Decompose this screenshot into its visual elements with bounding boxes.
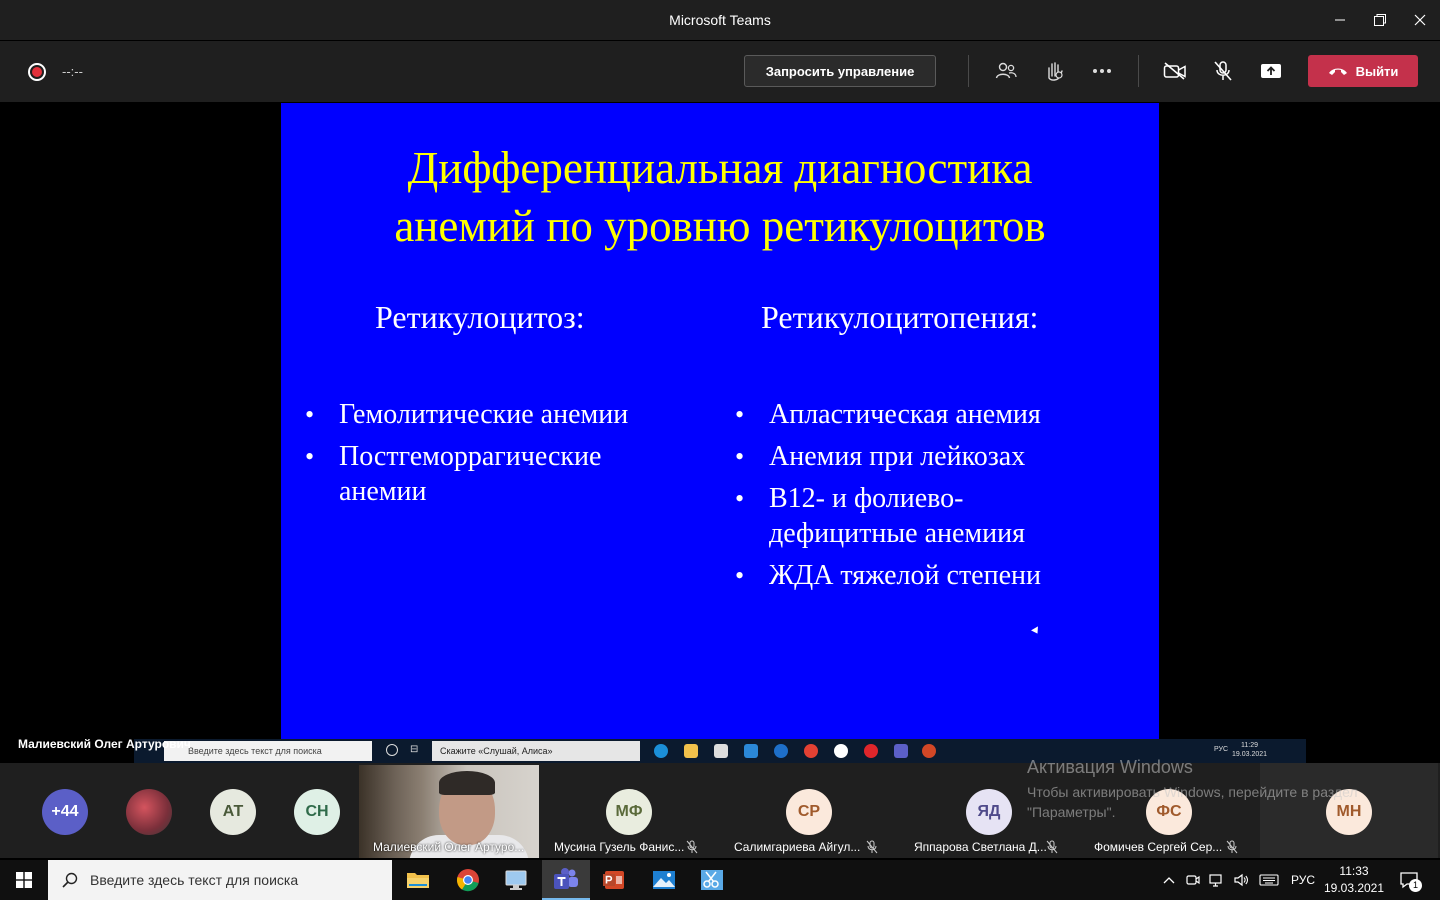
meeting-controls xyxy=(0,40,1440,102)
powerpoint-app[interactable] xyxy=(590,860,638,900)
avatar: ЯД xyxy=(966,789,1012,835)
taskbar-search-input[interactable] xyxy=(48,860,392,900)
participant-tile[interactable] xyxy=(1080,763,1258,858)
remote-alice-box: Скажите «Слушай, Алиса» xyxy=(432,741,640,761)
right-bullet-list xyxy=(735,397,1065,600)
close-icon xyxy=(1414,14,1426,26)
slide-title-line: анемий по уровню ретикулоцитов xyxy=(394,201,1046,251)
right-column-heading: Ретикулоцитопения: xyxy=(761,299,1039,335)
taskbar-clock[interactable] xyxy=(1322,863,1386,897)
start-button[interactable] xyxy=(0,860,48,900)
avatar[interactable] xyxy=(126,789,172,835)
keyboard-icon xyxy=(1259,873,1279,887)
camera-off-icon xyxy=(1163,62,1187,80)
volume-button[interactable] xyxy=(1230,860,1252,900)
remote-language: РУС xyxy=(1214,746,1229,753)
notification-badge: 1 xyxy=(1409,879,1422,892)
input-language-button[interactable]: РУС xyxy=(1290,873,1316,887)
participant-name: Яппарова Светлана Д... xyxy=(914,840,1047,854)
mic-off-icon xyxy=(686,840,698,854)
leave-label: Выйти xyxy=(1355,63,1399,79)
more-actions-button[interactable] xyxy=(1084,55,1120,87)
raise-hand-icon xyxy=(1043,60,1065,82)
remote-yandex-icon xyxy=(834,744,848,758)
meet-now-icon xyxy=(1185,872,1201,888)
folder-icon xyxy=(406,870,430,890)
windows-logo-icon xyxy=(16,872,32,888)
mic-off-icon xyxy=(866,840,878,854)
remote-opera-icon xyxy=(864,744,878,758)
mouse-cursor xyxy=(1031,626,1041,635)
divider xyxy=(1138,55,1139,87)
taskbar-time: 11:33 xyxy=(1339,864,1369,878)
network-button[interactable] xyxy=(1206,860,1228,900)
avatar: СР xyxy=(786,789,832,835)
close-button[interactable] xyxy=(1400,0,1440,40)
bullet-item: • Гемолитические анемии xyxy=(305,397,685,432)
bullet-item: • В12- и фолиево-дефицитные анемиия xyxy=(735,481,1065,551)
recording-icon xyxy=(28,63,46,81)
mic-off-icon xyxy=(1046,840,1058,854)
remote-cortana-icon xyxy=(386,744,398,756)
participants-button[interactable] xyxy=(988,55,1024,87)
restore-button[interactable] xyxy=(1360,0,1400,40)
remote-powerpoint-icon xyxy=(922,744,936,758)
slide-title-line: Дифференциальная диагностика xyxy=(407,143,1033,193)
speaker-icon xyxy=(1233,872,1249,888)
remote-chrome-icon xyxy=(804,744,818,758)
presenter-name: Малиевский Олег Артурович xyxy=(18,737,191,751)
meeting-timer: --:-- xyxy=(62,64,83,79)
leave-button[interactable] xyxy=(1308,55,1418,87)
share-screen-icon xyxy=(1260,62,1282,80)
taskbar-date: 19.03.2021 xyxy=(1323,881,1385,895)
shared-screen-stage xyxy=(0,103,1440,763)
avatar: МФ xyxy=(606,789,652,835)
activation-text: Чтобы активировать Windows, перейдите в раздел "Параметры". xyxy=(1027,784,1358,820)
ellipsis-icon xyxy=(1092,68,1112,74)
monitor-icon xyxy=(504,869,528,891)
tray-meet-button[interactable] xyxy=(1182,860,1204,900)
photos-icon xyxy=(652,869,676,891)
participant-name: Фомичев Сергей Сер... xyxy=(1094,840,1223,854)
scissors-icon xyxy=(700,869,724,891)
bullet-item: • Постгеморрагические анемии xyxy=(305,439,685,509)
remote-ie-icon xyxy=(774,744,788,758)
notification-center-button[interactable] xyxy=(1392,860,1426,900)
avatar[interactable]: АТ xyxy=(210,789,256,835)
participant-tile[interactable] xyxy=(540,763,718,858)
search-icon xyxy=(62,872,78,888)
remote-taskbar xyxy=(134,739,1306,763)
mic-off-icon xyxy=(1213,60,1233,82)
touch-keyboard-button[interactable] xyxy=(1256,860,1282,900)
hang-up-icon xyxy=(1328,66,1348,76)
windows-taskbar xyxy=(0,860,1440,900)
remote-store-icon xyxy=(714,744,728,758)
file-explorer-app[interactable] xyxy=(394,860,442,900)
participant-video-tile[interactable] xyxy=(359,765,539,858)
minimize-icon xyxy=(1334,14,1346,26)
participant-name: Салимгариева Айгул... xyxy=(734,840,861,854)
divider xyxy=(968,55,969,87)
participants-strip xyxy=(0,763,1440,858)
remote-explorer-icon xyxy=(684,744,698,758)
remote-search-box: Введите здесь текст для поиска xyxy=(164,741,372,761)
remote-teams-icon xyxy=(894,744,908,758)
remote-date: 19.03.2021 xyxy=(1232,751,1268,758)
left-bullet-list xyxy=(305,397,685,516)
bullet-item: • Анемия при лейкозах xyxy=(735,439,1065,474)
chevron-up-icon xyxy=(1163,876,1175,884)
chrome-icon xyxy=(456,868,480,892)
left-column-heading: Ретикулоцитоз: xyxy=(375,299,585,335)
snipping-tool-app[interactable] xyxy=(688,860,736,900)
bullet-item: • Апластическая анемия xyxy=(735,397,1065,432)
people-icon xyxy=(995,61,1017,81)
presentation-slide xyxy=(281,103,1159,739)
remote-clock xyxy=(1232,741,1267,759)
mic-off-icon xyxy=(1226,840,1238,854)
avatar: ФС xyxy=(1146,789,1192,835)
avatar[interactable]: СН xyxy=(294,789,340,835)
participant-tile[interactable] xyxy=(720,763,898,858)
participant-tile[interactable] xyxy=(900,763,1078,858)
remote-mail-icon xyxy=(744,744,758,758)
participant-name: Малиевский Олег Артуро... xyxy=(373,840,525,854)
share-button[interactable] xyxy=(1253,55,1289,87)
request-control-button[interactable]: Запросить управление xyxy=(744,55,936,87)
remote-desktop-app[interactable] xyxy=(492,860,540,900)
participant-tile[interactable] xyxy=(1260,763,1438,858)
remote-edge-icon xyxy=(654,744,668,758)
remote-time: 11:29 xyxy=(1241,742,1259,749)
teams-icon xyxy=(553,867,579,891)
tray-overflow-button[interactable] xyxy=(1158,860,1180,900)
remote-task-view-icon: ⊟ xyxy=(410,744,419,755)
bullet-item: • ЖДА тяжелой степени xyxy=(735,558,1065,593)
window-title: Microsoft Teams xyxy=(669,12,771,28)
reactions-button[interactable] xyxy=(1036,55,1072,87)
participant-name: Мусина Гузель Фанис... xyxy=(554,840,685,854)
overflow-participants-button[interactable]: +44 xyxy=(42,789,88,835)
minimize-button[interactable] xyxy=(1320,0,1360,40)
teams-app[interactable] xyxy=(542,860,590,900)
restore-icon xyxy=(1373,13,1387,27)
title-bar xyxy=(0,0,1440,40)
slide-title xyxy=(281,139,1159,255)
camera-toggle-button[interactable] xyxy=(1157,55,1193,87)
search-placeholder: Введите здесь текст для поиска xyxy=(90,872,299,888)
chrome-app[interactable] xyxy=(444,860,492,900)
video-figure xyxy=(439,771,495,795)
avatar: МН xyxy=(1326,789,1372,835)
mic-toggle-button[interactable] xyxy=(1205,55,1241,87)
powerpoint-icon xyxy=(602,868,626,892)
activation-title: Активация Windows xyxy=(1027,757,1193,777)
network-icon xyxy=(1209,872,1225,888)
photos-app[interactable] xyxy=(640,860,688,900)
